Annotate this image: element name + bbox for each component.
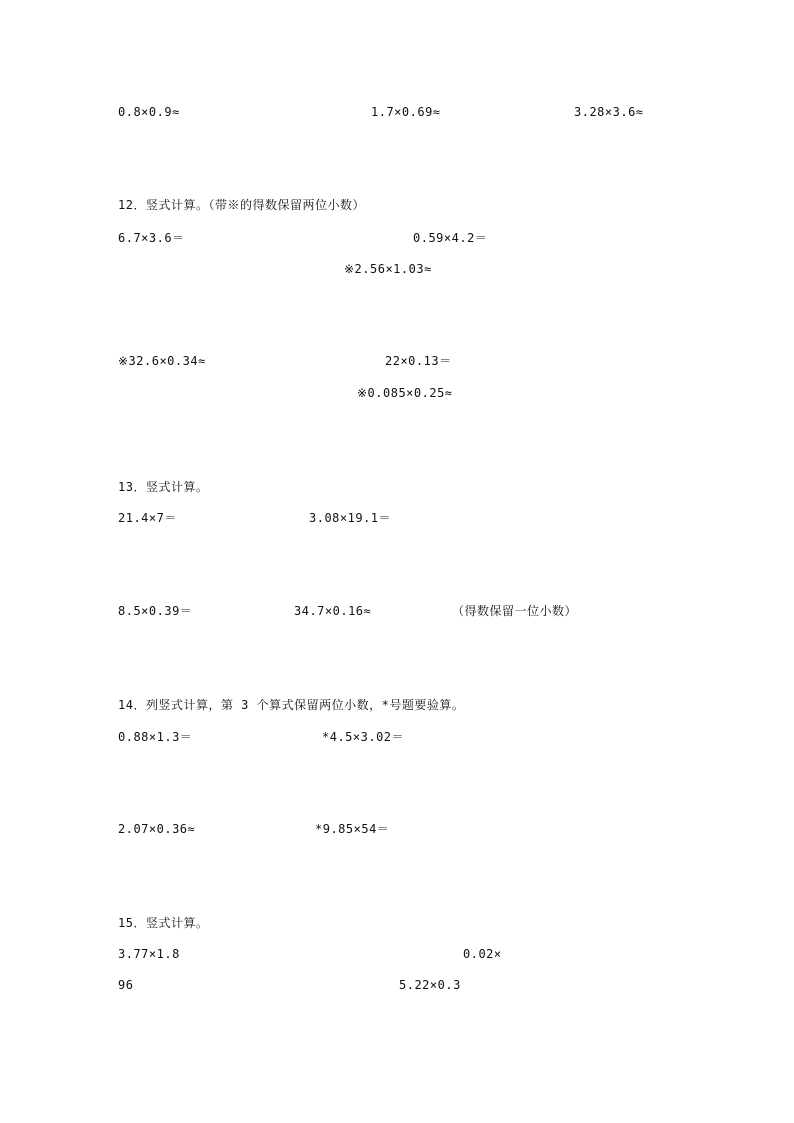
expression-0-88x1-3: 0.88×1.3＝ (118, 730, 193, 744)
expression-3-08x19-1: 3.08×19.1＝ (309, 511, 392, 525)
question-13-title: 13．竖式计算。 (118, 480, 209, 494)
expression-0-59x4-2: 0.59×4.2＝ (413, 231, 488, 245)
expression-8-5x0-39: 8.5×0.39＝ (118, 604, 193, 618)
expression-3-77x1-8: 3.77×1.8 (118, 947, 180, 961)
expression-32-6x0-34: ※32.6×0.34≈ (118, 354, 206, 368)
question-14-title: 14．列竖式计算，第 3 个算式保留两位小数，*号题要验算。 (118, 698, 465, 712)
expression-21-4x7: 21.4×7＝ (118, 511, 177, 525)
expression-96-part: 96 (118, 978, 134, 992)
expression-2-07x0-36: 2.07×0.36≈ (118, 822, 196, 836)
expression-1-7x0-69: 1.7×0.69≈ (371, 105, 441, 119)
question-15-title: 15．竖式计算。 (118, 916, 209, 930)
expression-2-56x1-03: ※2.56×1.03≈ (344, 262, 432, 276)
expression-5-22x0-3: 5.22×0.3 (399, 978, 461, 992)
expression-4-5x3-02: *4.5×3.02＝ (322, 730, 405, 744)
expression-3-28x3-6: 3.28×3.6≈ (574, 105, 644, 119)
expression-9-85x54: *9.85×54＝ (315, 822, 390, 836)
expression-0-8x0-9: 0.8×0.9≈ (118, 105, 180, 119)
expression-34-7x0-16: 34.7×0.16≈ (294, 604, 372, 618)
expression-0-085x0-25: ※0.085×0.25≈ (357, 386, 453, 400)
expression-0-02x-part: 0.02× (463, 947, 502, 961)
question-12-title: 12．竖式计算。（带※的得数保留两位小数） (118, 198, 365, 212)
expression-6-7x3-6: 6.7×3.6＝ (118, 231, 185, 245)
expression-22x0-13: 22×0.13＝ (385, 354, 452, 368)
rounding-note: （得数保留一位小数） (452, 604, 578, 618)
